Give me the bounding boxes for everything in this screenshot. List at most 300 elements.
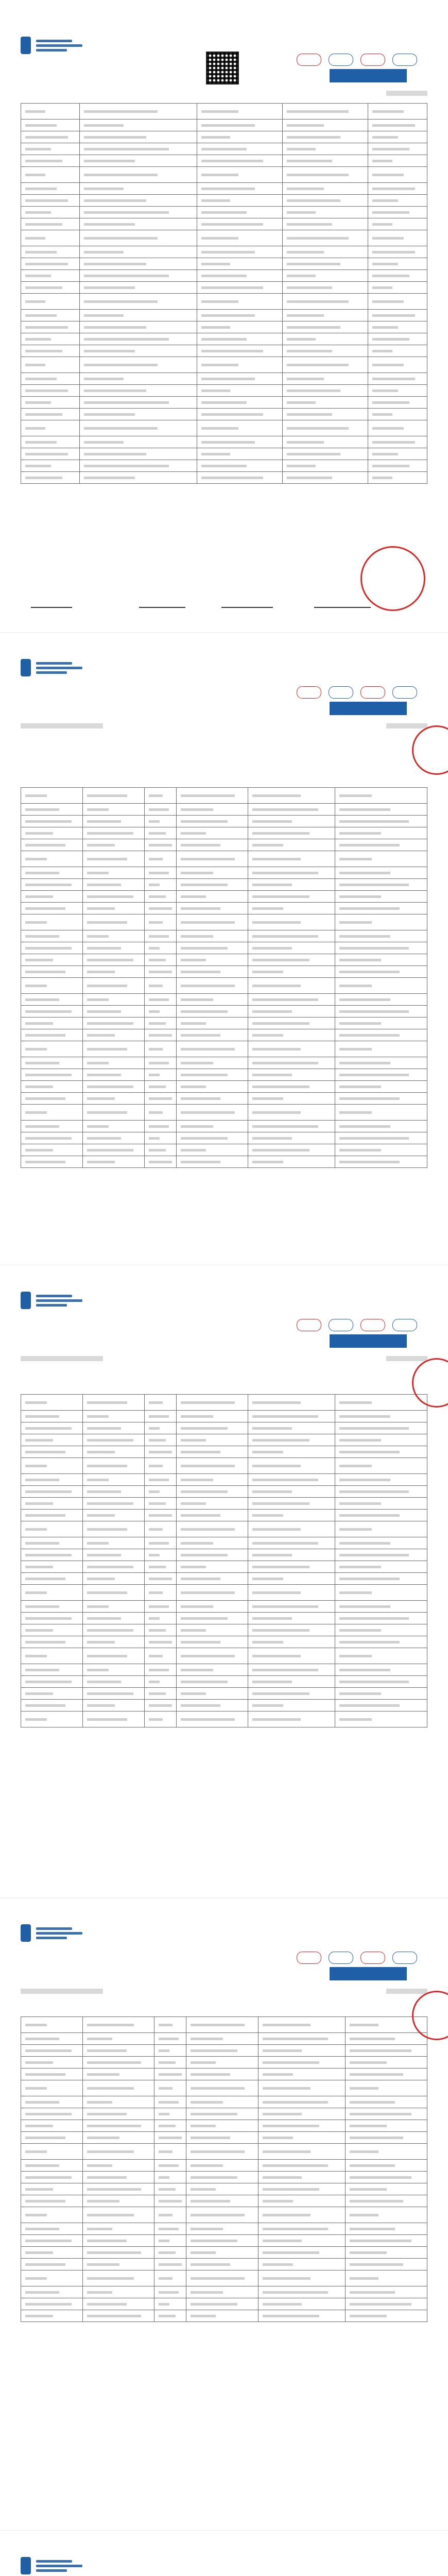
table-cell	[186, 2207, 259, 2223]
cell-text-placeholder	[339, 844, 400, 846]
cell-text-placeholder	[339, 808, 390, 811]
cell-text-placeholder	[287, 477, 332, 479]
report-page	[0, 1265, 448, 1898]
table-cell	[176, 1521, 248, 1537]
table-cell	[248, 994, 335, 1006]
cell-text-placeholder	[159, 2150, 173, 2153]
table-cell	[144, 1486, 176, 1498]
cell-text-placeholder	[84, 263, 146, 265]
cell-text-placeholder	[25, 364, 45, 366]
cell-text-placeholder	[87, 1578, 115, 1580]
cell-text-placeholder	[350, 2073, 403, 2076]
cell-text-placeholder	[287, 453, 340, 455]
table-row	[21, 1561, 427, 1573]
cell-text-placeholder	[87, 2038, 112, 2040]
table-cell	[368, 294, 427, 310]
cell-text-placeholder	[191, 2315, 216, 2317]
cell-text-placeholder	[372, 413, 392, 416]
table-cell	[154, 2108, 186, 2120]
table-row	[21, 1549, 427, 1561]
cell-text-placeholder	[287, 326, 340, 329]
table-cell	[186, 2286, 259, 2298]
cell-text-placeholder	[339, 1692, 381, 1695]
cell-text-placeholder	[84, 453, 146, 455]
cell-text-placeholder	[87, 1062, 109, 1064]
table-cell	[283, 321, 368, 333]
table-cell	[82, 914, 144, 930]
accreditation-icon	[297, 1952, 321, 1964]
cell-text-placeholder	[339, 1617, 409, 1620]
cell-text-placeholder	[263, 2101, 329, 2104]
table-cell	[82, 1029, 144, 1041]
cell-text-placeholder	[252, 998, 318, 1001]
table-cell	[248, 1498, 335, 1510]
cell-text-placeholder	[191, 2038, 223, 2040]
logo-text-lines	[36, 662, 82, 674]
cell-text-placeholder	[287, 199, 340, 202]
cell-text-placeholder	[87, 971, 115, 973]
table-cell	[186, 2235, 259, 2247]
table-cell	[80, 333, 197, 345]
cell-text-placeholder	[87, 2200, 119, 2202]
cell-text-placeholder	[84, 286, 135, 289]
table-row	[21, 333, 427, 345]
table-cell	[186, 2069, 259, 2080]
cell-text-placeholder	[25, 1034, 65, 1037]
table-cell	[21, 1041, 83, 1057]
cell-text-placeholder	[25, 350, 62, 352]
cell-text-placeholder	[87, 2101, 112, 2104]
table-row	[21, 282, 427, 294]
table-cell	[176, 804, 248, 816]
table-cell	[368, 409, 427, 420]
cell-text-placeholder	[84, 441, 124, 444]
table-cell	[21, 1006, 83, 1018]
table-cell	[335, 1700, 427, 1711]
table-cell	[345, 2195, 427, 2207]
cell-text-placeholder	[25, 199, 68, 202]
cell-text-placeholder	[149, 921, 163, 924]
table-cell	[21, 448, 80, 460]
table-cell	[21, 472, 80, 484]
cell-text-placeholder	[252, 1074, 292, 1076]
cell-text-placeholder	[263, 2200, 294, 2202]
cell-text-placeholder	[159, 2061, 176, 2064]
table-cell	[197, 409, 283, 420]
cell-text-placeholder	[25, 124, 57, 127]
table-row	[21, 270, 427, 282]
table-cell	[144, 1081, 176, 1093]
table-cell	[248, 839, 335, 851]
cell-text-placeholder	[339, 1704, 400, 1707]
table-cell	[176, 1156, 248, 1168]
table-cell	[144, 788, 176, 804]
table-cell	[21, 270, 80, 282]
table-cell	[176, 879, 248, 891]
cell-text-placeholder	[181, 1415, 213, 1418]
table-cell	[144, 978, 176, 994]
table-cell	[144, 1537, 176, 1549]
cell-text-placeholder	[181, 1578, 220, 1580]
table-cell	[283, 120, 368, 131]
table-cell	[154, 2045, 186, 2057]
table-cell	[154, 2286, 186, 2298]
cell-text-placeholder	[252, 808, 318, 811]
cell-text-placeholder	[350, 2038, 395, 2040]
table-cell	[186, 2310, 259, 2322]
table-cell	[258, 2080, 345, 2096]
cell-text-placeholder	[181, 1074, 228, 1076]
cell-text-placeholder	[87, 1566, 133, 1568]
cell-text-placeholder	[263, 2228, 329, 2230]
table-cell	[283, 357, 368, 373]
table-row	[21, 1601, 427, 1613]
cell-text-placeholder	[25, 2303, 72, 2306]
cell-text-placeholder	[87, 2049, 127, 2052]
cell-text-placeholder	[84, 389, 146, 392]
cell-text-placeholder	[87, 1034, 115, 1037]
cell-text-placeholder	[149, 1415, 169, 1418]
table-cell	[345, 2144, 427, 2160]
cell-text-placeholder	[181, 872, 213, 874]
table-cell	[82, 2132, 154, 2144]
table-cell	[82, 1474, 144, 1486]
table-cell	[176, 1411, 248, 1422]
cell-text-placeholder	[181, 884, 228, 886]
table-cell	[186, 2096, 259, 2108]
table-cell	[80, 155, 197, 167]
cell-text-placeholder	[159, 2188, 176, 2191]
table-cell	[21, 2195, 83, 2207]
cell-text-placeholder	[201, 326, 230, 329]
cell-text-placeholder	[87, 2137, 119, 2139]
table-cell	[176, 1422, 248, 1434]
table-cell	[335, 1486, 427, 1498]
cell-text-placeholder	[149, 1591, 163, 1594]
table-cell	[82, 1486, 144, 1498]
cell-text-placeholder	[252, 832, 309, 835]
cell-text-placeholder	[339, 858, 372, 860]
cell-text-placeholder	[181, 1149, 206, 1151]
table-cell	[197, 385, 283, 397]
table-cell	[21, 1585, 83, 1601]
table-cell	[144, 1676, 176, 1688]
cell-text-placeholder	[25, 453, 68, 455]
cell-text-placeholder	[87, 1111, 127, 1114]
cell-text-placeholder	[252, 1542, 318, 1545]
table-cell	[368, 120, 427, 131]
cell-text-placeholder	[25, 2176, 72, 2179]
table-row	[21, 1624, 427, 1636]
table-cell	[258, 2259, 345, 2270]
table-cell	[345, 2045, 427, 2057]
cell-text-placeholder	[25, 237, 45, 240]
cell-text-placeholder	[287, 148, 316, 150]
table-cell	[345, 2033, 427, 2045]
cell-text-placeholder	[84, 364, 158, 366]
cell-text-placeholder	[339, 1554, 409, 1556]
cell-text-placeholder	[25, 1566, 53, 1568]
cell-text-placeholder	[25, 465, 51, 467]
table-cell	[335, 1105, 427, 1121]
table-cell	[82, 1585, 144, 1601]
cell-text-placeholder	[149, 1566, 166, 1568]
cell-text-placeholder	[25, 136, 68, 139]
table-cell	[82, 1458, 144, 1474]
table-cell	[80, 321, 197, 333]
table-cell	[21, 104, 80, 120]
accreditation-icon	[392, 54, 417, 66]
cell-text-placeholder	[263, 2315, 320, 2317]
table-cell	[154, 2270, 186, 2286]
cell-text-placeholder	[201, 413, 263, 416]
cell-text-placeholder	[339, 1465, 372, 1467]
table-cell	[82, 2298, 154, 2310]
table-cell	[258, 2132, 345, 2144]
table-row	[21, 891, 427, 903]
cell-text-placeholder	[87, 2061, 141, 2064]
table-cell	[335, 1601, 427, 1613]
cell-text-placeholder	[149, 1681, 160, 1683]
table-cell	[335, 1498, 427, 1510]
table-row	[21, 104, 427, 120]
accreditation-icon	[329, 54, 353, 66]
table-cell	[82, 1648, 144, 1664]
cell-text-placeholder	[201, 211, 247, 214]
cell-text-placeholder	[149, 1617, 160, 1620]
table-cell	[154, 2259, 186, 2270]
table-cell	[176, 1081, 248, 1093]
cell-text-placeholder	[87, 1465, 127, 1467]
cell-text-placeholder	[87, 895, 133, 898]
cell-text-placeholder	[25, 477, 62, 479]
table-cell	[283, 167, 368, 183]
cell-text-placeholder	[181, 1097, 220, 1100]
table-cell	[80, 420, 197, 436]
table-cell	[144, 1648, 176, 1664]
cell-text-placeholder	[149, 1514, 172, 1517]
cell-text-placeholder	[201, 174, 238, 176]
cell-text-placeholder	[149, 1629, 166, 1632]
table-cell	[335, 930, 427, 942]
table-cell	[80, 207, 197, 218]
table-cell	[82, 903, 144, 914]
cell-text-placeholder	[25, 2038, 59, 2040]
table-cell	[144, 804, 176, 816]
table-cell	[186, 2144, 259, 2160]
table-cell	[82, 1093, 144, 1105]
cell-text-placeholder	[201, 364, 238, 366]
table-cell	[345, 2235, 427, 2247]
table-row	[21, 1422, 427, 1434]
table-cell	[368, 310, 427, 321]
table-cell	[82, 2183, 154, 2195]
cell-text-placeholder	[25, 2277, 47, 2280]
cell-text-placeholder	[181, 1034, 220, 1037]
cell-text-placeholder	[201, 378, 255, 380]
table-cell	[154, 2247, 186, 2259]
table-cell	[82, 879, 144, 891]
cell-text-placeholder	[372, 237, 404, 240]
cell-text-placeholder	[201, 427, 238, 430]
cell-text-placeholder	[25, 1401, 47, 1404]
table-cell	[283, 460, 368, 472]
table-cell	[176, 1601, 248, 1613]
table-cell	[21, 195, 80, 207]
cell-text-placeholder	[25, 2061, 53, 2064]
table-cell	[82, 891, 144, 903]
cell-text-placeholder	[84, 211, 169, 214]
table-row	[21, 1018, 427, 1029]
cell-text-placeholder	[287, 136, 340, 139]
table-row	[21, 1613, 427, 1624]
cell-text-placeholder	[149, 971, 172, 973]
table-cell	[82, 1676, 144, 1688]
cell-text-placeholder	[263, 2251, 320, 2254]
table-cell	[258, 2017, 345, 2033]
cell-text-placeholder	[350, 2240, 411, 2242]
cell-text-placeholder	[87, 1514, 115, 1517]
table-cell	[197, 143, 283, 155]
table-cell	[283, 448, 368, 460]
cell-text-placeholder	[252, 1669, 318, 1671]
cell-text-placeholder	[25, 263, 68, 265]
table-cell	[144, 1041, 176, 1057]
cell-text-placeholder	[25, 2251, 53, 2254]
cell-text-placeholder	[263, 2038, 329, 2040]
cell-text-placeholder	[287, 413, 332, 416]
cell-text-placeholder	[87, 884, 121, 886]
cell-text-placeholder	[201, 124, 255, 127]
table-cell	[248, 1688, 335, 1700]
cell-text-placeholder	[181, 959, 206, 961]
cell-text-placeholder	[181, 921, 235, 924]
table-cell	[154, 2172, 186, 2183]
cell-text-placeholder	[25, 935, 59, 938]
table-cell	[80, 230, 197, 246]
table-cell	[197, 183, 283, 195]
cell-text-placeholder	[263, 2214, 311, 2216]
table-cell	[21, 385, 80, 397]
table-cell	[21, 2080, 83, 2096]
cell-text-placeholder	[25, 1439, 53, 1442]
logo-mark-icon	[21, 659, 31, 676]
table-cell	[197, 167, 283, 183]
cell-text-placeholder	[252, 1048, 301, 1050]
table-cell	[154, 2033, 186, 2045]
table-cell	[283, 218, 368, 230]
cell-text-placeholder	[25, 1704, 65, 1707]
cell-text-placeholder	[87, 1641, 115, 1643]
table-cell	[144, 1664, 176, 1676]
company-logo	[21, 31, 82, 60]
table-cell	[82, 1395, 144, 1411]
table-cell	[154, 2183, 186, 2195]
table-row	[21, 321, 427, 333]
company-logo	[21, 1286, 82, 1315]
cell-text-placeholder	[87, 2150, 134, 2153]
table-cell	[154, 2235, 186, 2247]
table-cell	[176, 1624, 248, 1636]
cell-text-placeholder	[191, 2150, 245, 2153]
table-row	[21, 2017, 427, 2033]
table-cell	[368, 195, 427, 207]
cell-text-placeholder	[181, 998, 213, 1001]
table-row	[21, 2235, 427, 2247]
table-row	[21, 1573, 427, 1585]
table-cell	[368, 333, 427, 345]
table-cell	[82, 1411, 144, 1422]
cell-text-placeholder	[252, 858, 301, 860]
cell-text-placeholder	[25, 2150, 47, 2153]
table-cell	[21, 2259, 83, 2270]
cell-text-placeholder	[350, 2176, 411, 2179]
table-cell	[82, 2207, 154, 2223]
table-row	[21, 1121, 427, 1132]
cell-text-placeholder	[252, 1704, 283, 1707]
table-cell	[335, 1069, 427, 1081]
accreditation-icon	[297, 1319, 321, 1331]
cell-text-placeholder	[159, 2214, 173, 2216]
table-cell	[21, 357, 80, 373]
table-row	[21, 1105, 427, 1121]
report-page	[0, 633, 448, 1265]
table-row	[21, 1648, 427, 1664]
cell-text-placeholder	[87, 2291, 112, 2294]
table-cell	[21, 460, 80, 472]
cell-text-placeholder	[87, 907, 115, 910]
table-cell	[368, 436, 427, 448]
table-cell	[82, 2108, 154, 2120]
cell-text-placeholder	[181, 1655, 235, 1657]
cell-text-placeholder	[339, 1439, 381, 1442]
table-cell	[176, 867, 248, 879]
cell-text-placeholder	[263, 2188, 320, 2191]
cell-text-placeholder	[191, 2291, 223, 2294]
table-row	[21, 816, 427, 827]
table-cell	[82, 994, 144, 1006]
table-cell	[176, 1395, 248, 1411]
cell-text-placeholder	[191, 2061, 216, 2064]
table-cell	[144, 1422, 176, 1434]
table-cell	[80, 104, 197, 120]
table-cell	[186, 2298, 259, 2310]
table-cell	[248, 1156, 335, 1168]
table-cell	[176, 839, 248, 851]
table-row	[21, 788, 427, 804]
table-cell	[248, 1510, 335, 1521]
table-cell	[248, 1676, 335, 1688]
table-row	[21, 120, 427, 131]
cell-text-placeholder	[201, 275, 247, 277]
cell-text-placeholder	[181, 1718, 235, 1721]
cell-text-placeholder	[149, 1022, 166, 1025]
cell-text-placeholder	[191, 2125, 216, 2127]
cell-text-placeholder	[252, 1641, 283, 1643]
table-cell	[283, 230, 368, 246]
cell-text-placeholder	[372, 199, 398, 202]
table-cell	[144, 1521, 176, 1537]
table-row	[21, 954, 427, 966]
cell-text-placeholder	[181, 1692, 206, 1695]
cell-text-placeholder	[201, 453, 230, 455]
table-cell	[197, 230, 283, 246]
cell-text-placeholder	[350, 2303, 411, 2306]
cell-text-placeholder	[372, 300, 404, 303]
cell-text-placeholder	[181, 1022, 206, 1025]
table-cell	[21, 1601, 83, 1613]
cell-text-placeholder	[149, 1086, 166, 1088]
